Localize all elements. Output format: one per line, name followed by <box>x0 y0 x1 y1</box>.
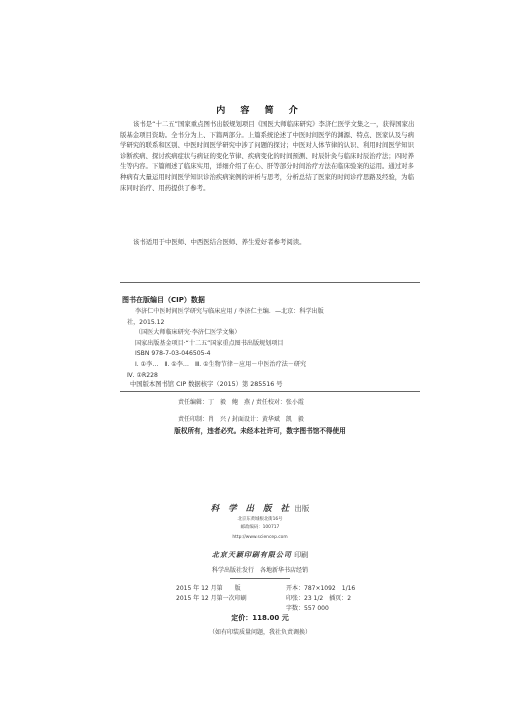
divider-top <box>120 282 420 283</box>
rights-notice: 版权所有，违者必究。未经本社许可，数字图书馆不得使用 <box>174 427 346 435</box>
price: 定价：118.00 元 <box>231 614 289 622</box>
divider-bottom <box>120 391 420 392</box>
publisher-logo-text: 科 学 出 版 社 <box>210 504 292 514</box>
distribution-line: 科学出版社发行 各地新华书店经销 <box>211 567 308 574</box>
intro-paragraph-1: 该书是“十二五”国家重点图书出版规划项目《国医大师临床研究》李济仁医学文集之一，获得国家出版基金项目资助。全书分为上、下篇两部分。上篇系统论述了中医时间医学的渊源、特点、医家认及与病学研究的联系和区别、中医时间医学研究中涉了问题的探讨；中医对人体节律的认识、利用时间医学知识诊断疾病、探讨疾病症状与病证的变化节律、疾病变化的时间预测、时辰针灸与临床时辰治疗法；四时养生等内容。下篇阐述了临床实用，详细介绍了在心、肝等部分时间治疗方法在临床验案的运用。通过对多种病有大量运用时间医学知识诊治疾病案例的评析与思考，分析总结了医家的时间诊疗思路及经验，为临床同时治疗、用药提供了参考。 <box>120 120 415 192</box>
cip-line: 李济仁中医时间医学研究与临床应用 / 李济仁主编．—北京：科学出版 <box>135 308 324 315</box>
credits <box>178 394 438 428</box>
cip-line: 国家出版基金项目·“十二五”国家重点图书出版规划项目 <box>135 339 284 347</box>
cip-line: Ⅰ. ①李… Ⅱ. ①李… Ⅲ. ①生物节律－应用－中医治疗法－研究 <box>135 360 307 368</box>
cip-line: 社，2015.12 <box>127 318 165 326</box>
word-count: 字数：557 000 <box>286 605 329 612</box>
divider-short <box>230 578 290 579</box>
print-date: 2015 年 12 月第一次印刷 <box>176 595 247 602</box>
format-size: 开本：787×1092 1/16 <box>286 585 356 592</box>
sheets-count: 印张：23 1/2 插页：2 <box>286 595 352 602</box>
cip-record-number: 中国版本图书馆 CIP 数据核字（2015）第 285516 号 <box>130 381 283 388</box>
cip-heading: 图书在版编目（CIP）数据 <box>122 296 205 304</box>
publisher-postcode: 邮政编码：100717 <box>240 525 280 530</box>
credits-editors: 责任编辑：丁 毅 鲍 燕 / 责任校对：张小霞 <box>178 399 304 406</box>
cip-line: ISBN 978-7-03-046505-4 <box>135 350 211 358</box>
cip-line: Ⅳ. ①R228 <box>127 371 158 379</box>
intro-title: 内 容 简 介 <box>216 106 304 116</box>
cip-line: （国医大师临床研究·李济仁医学文集） <box>135 329 241 337</box>
cip-record <box>127 307 425 381</box>
defect-notice: （如有印装质量问题，我社负责调换） <box>208 629 311 636</box>
publisher-address: 北京东黄城根北街16号 <box>237 517 283 522</box>
printer-name: 北京天颖印刷有限公司 印刷 <box>211 551 309 559</box>
publisher-website: http://www.sciencep.com <box>232 535 288 540</box>
intro-paragraph-2: 该书适用于中医师、中西医结合医师、养生爱好者参考阅读。 <box>133 238 306 246</box>
publisher-name: 科 学 出 版 社 出版 <box>210 504 310 514</box>
credits-production: 责任印制：肖 兴 / 封面设计：黄华斌 凯 毅 <box>178 416 304 423</box>
edition-date: 2015 年 12 月第 版 <box>176 585 241 592</box>
